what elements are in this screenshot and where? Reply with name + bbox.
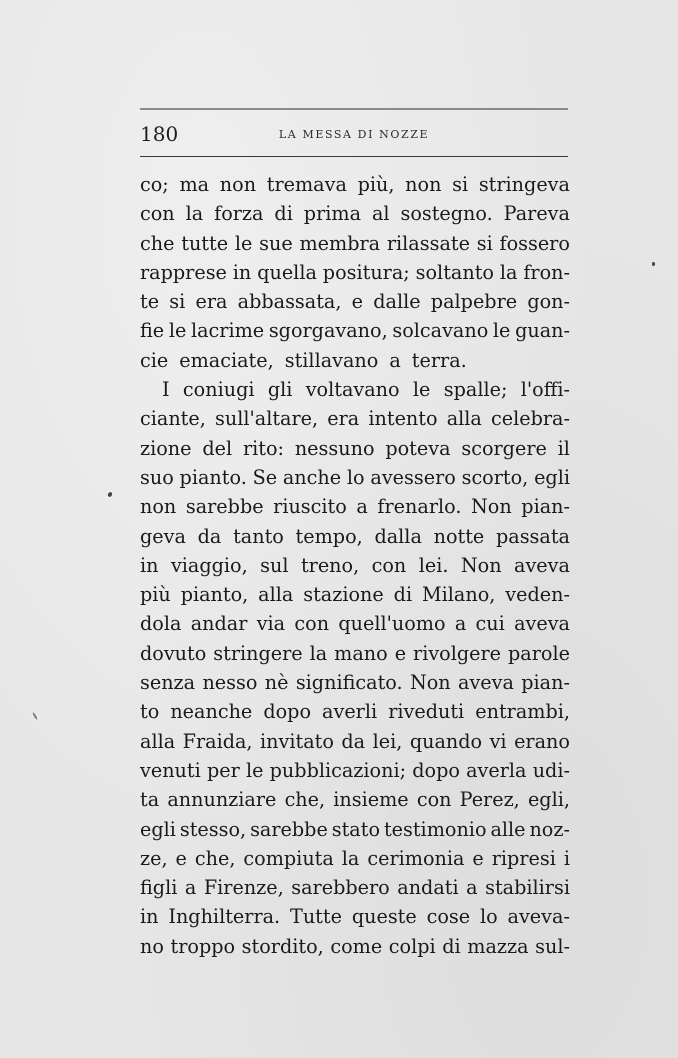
word: testimonio xyxy=(383,817,487,841)
word: cerimonia xyxy=(367,846,465,870)
word: lei. xyxy=(418,553,449,577)
paper-speck xyxy=(652,262,655,266)
word: dalle xyxy=(373,290,421,314)
word: via xyxy=(256,612,286,636)
word: coniugi xyxy=(182,378,255,402)
word: viaggio, xyxy=(170,553,248,577)
word: le xyxy=(412,378,431,402)
word: dola xyxy=(140,612,182,636)
word: guan- xyxy=(515,319,570,343)
word: Pareva xyxy=(503,202,570,226)
word: stesso, xyxy=(179,817,247,841)
text-line xyxy=(140,844,570,873)
word: lo xyxy=(479,905,498,929)
word: Milano, xyxy=(421,583,496,607)
word: parole xyxy=(508,641,570,665)
word: invitato xyxy=(260,729,334,753)
word: entrambi, xyxy=(475,700,570,724)
word: alla xyxy=(446,407,482,431)
page-number: 180 xyxy=(140,122,179,146)
word: dopo xyxy=(412,758,460,782)
word: per xyxy=(206,758,240,782)
text-line xyxy=(140,727,570,756)
word: nesso xyxy=(202,671,258,695)
word: ze, xyxy=(140,846,168,870)
word: le xyxy=(492,319,511,343)
text-line xyxy=(140,580,570,609)
word: forza xyxy=(214,202,264,226)
word: insieme xyxy=(333,788,409,812)
word: aveva xyxy=(458,671,514,695)
word: avessero xyxy=(370,465,456,489)
word: al xyxy=(371,202,390,226)
word: notte xyxy=(433,524,485,548)
word: dopo xyxy=(263,700,311,724)
word: di xyxy=(442,934,461,958)
word: si xyxy=(476,231,493,255)
word: tempo, xyxy=(295,524,363,548)
word: cie xyxy=(140,348,169,372)
word: ma xyxy=(179,173,210,196)
word: si xyxy=(169,290,186,314)
text-line xyxy=(140,170,570,199)
word: stazione xyxy=(303,583,384,607)
word: sue xyxy=(259,231,293,255)
word: nessuno xyxy=(294,436,375,460)
word: lei, xyxy=(372,729,403,753)
word: era xyxy=(195,290,228,314)
word: rivolgere xyxy=(413,641,502,665)
word: era xyxy=(327,407,360,431)
word: annunziare xyxy=(167,788,277,812)
word: a xyxy=(389,348,401,372)
word: senza xyxy=(140,671,196,695)
word: la xyxy=(341,846,360,870)
word: in xyxy=(140,553,159,577)
word: vi xyxy=(489,729,507,753)
text-line xyxy=(140,258,570,287)
word: aveva xyxy=(514,612,570,636)
text-line xyxy=(140,697,570,726)
word: Inghilterra. xyxy=(168,905,281,929)
word: rapprese xyxy=(140,260,227,284)
word: mano xyxy=(334,641,388,665)
word: lo xyxy=(346,465,365,489)
word: averla xyxy=(466,758,527,782)
text-line xyxy=(140,434,570,463)
word: non xyxy=(405,173,442,196)
word: stringere xyxy=(213,641,303,665)
word: più xyxy=(140,583,171,607)
word: geva xyxy=(140,524,186,548)
word: con xyxy=(294,612,330,636)
word: stordito, xyxy=(241,934,324,958)
word: palpebre xyxy=(430,290,518,314)
word: co; xyxy=(140,173,169,196)
paper-speck xyxy=(107,491,113,497)
running-head: LA MESSA DI NOZZE xyxy=(278,128,430,141)
word: soltanto xyxy=(415,260,494,284)
word: intento xyxy=(368,407,438,431)
word: poteva xyxy=(385,436,451,460)
word: queste xyxy=(351,905,417,929)
text-line xyxy=(140,551,570,580)
word: Fraida, xyxy=(182,729,253,753)
word: voltavano xyxy=(305,378,400,402)
word: si xyxy=(452,173,469,196)
text-line xyxy=(140,463,570,492)
text-line xyxy=(140,316,570,345)
word: aveva- xyxy=(507,905,570,929)
word: scorgere xyxy=(461,436,547,460)
word: cose xyxy=(426,905,471,929)
word: egli xyxy=(140,817,176,841)
word: di xyxy=(393,583,413,607)
word: figli xyxy=(140,876,178,900)
word: dalla xyxy=(374,524,422,548)
word: no xyxy=(140,934,164,958)
word: terra. xyxy=(411,348,467,372)
word: I xyxy=(162,378,170,402)
word: che, xyxy=(194,846,236,870)
word: troppo xyxy=(170,934,236,958)
word: sarebbe xyxy=(185,495,264,519)
word: gon- xyxy=(527,290,570,314)
word: come xyxy=(330,934,383,958)
word: alle xyxy=(490,817,526,841)
text-line xyxy=(140,609,570,638)
word: passata xyxy=(495,524,570,548)
text-line xyxy=(140,229,570,258)
word: stringeva xyxy=(478,173,570,196)
word: solcavano xyxy=(392,319,489,343)
word: pian- xyxy=(521,495,570,519)
word: e xyxy=(351,290,364,314)
text-line xyxy=(140,756,570,785)
word: zione xyxy=(140,436,192,460)
word: con xyxy=(371,553,407,577)
word: Firenze, xyxy=(203,876,284,900)
word: le xyxy=(234,231,253,255)
word: celebra- xyxy=(490,407,570,431)
top-border-rule xyxy=(140,108,568,110)
word: treno, xyxy=(300,553,360,577)
word: in xyxy=(140,905,159,929)
word: ciante, xyxy=(140,407,206,431)
text-line xyxy=(140,199,570,228)
word: fron- xyxy=(523,260,570,284)
word: quell'uomo xyxy=(338,612,446,636)
word: pubblicazioni; xyxy=(269,758,407,782)
word: nè xyxy=(264,671,289,695)
word: la xyxy=(309,641,328,665)
word: egli xyxy=(534,465,570,489)
text-line xyxy=(140,639,570,668)
word: significato. xyxy=(295,671,403,695)
word: e xyxy=(472,846,484,870)
word: tremava xyxy=(266,173,347,196)
word: stato xyxy=(331,817,380,841)
word: te xyxy=(140,290,160,314)
word: scorto, xyxy=(461,465,529,489)
word: egli, xyxy=(527,788,570,812)
word: tutte xyxy=(181,231,229,255)
word: sarebbero xyxy=(291,876,390,900)
word: positura; xyxy=(322,260,410,284)
paper-speck xyxy=(32,712,38,720)
word: ripresi xyxy=(491,846,556,870)
word: in xyxy=(232,260,252,284)
word: anche xyxy=(282,465,342,489)
word: da xyxy=(197,524,222,548)
word: il xyxy=(557,436,570,460)
word: Non xyxy=(409,671,451,695)
word: neanche xyxy=(170,700,253,724)
word: noz- xyxy=(529,817,570,841)
word: Perez, xyxy=(459,788,520,812)
word: sarebbe xyxy=(250,817,328,841)
word: e xyxy=(394,641,407,665)
word: spalle; xyxy=(443,378,508,402)
text-line xyxy=(140,346,570,375)
word: compiuta xyxy=(243,846,334,870)
word: che xyxy=(140,231,175,255)
word: di xyxy=(274,202,293,226)
word: Non xyxy=(471,495,512,519)
word: emaciate, xyxy=(179,348,274,372)
word: a xyxy=(454,612,467,636)
text-line xyxy=(140,404,570,433)
word: stillavano xyxy=(284,348,379,372)
text-line xyxy=(140,873,570,902)
word: Se xyxy=(252,465,278,489)
word: a xyxy=(356,495,368,519)
word: riuscito xyxy=(273,495,347,519)
page-header xyxy=(140,122,568,146)
word: ta xyxy=(140,788,160,812)
word: frenarlo. xyxy=(377,495,462,519)
word: sgorgavano, xyxy=(268,319,388,343)
word: rilassate xyxy=(386,231,470,255)
word: non xyxy=(140,495,177,519)
word: mazza xyxy=(467,934,529,958)
word: alla xyxy=(140,729,176,753)
word: sul- xyxy=(535,934,570,958)
word: pianto. xyxy=(179,465,247,489)
word: a xyxy=(466,876,478,900)
word: pian- xyxy=(521,671,570,695)
word: sostegno. xyxy=(400,202,493,226)
word: sul xyxy=(260,553,289,577)
word: fossero xyxy=(499,231,570,255)
word: andar xyxy=(190,612,248,636)
word: abbassata, xyxy=(237,290,342,314)
word: le xyxy=(168,319,187,343)
word: Non xyxy=(460,553,502,577)
word: e xyxy=(175,846,187,870)
word: colpi xyxy=(388,934,436,958)
word: riveduti xyxy=(388,700,465,724)
word: quando xyxy=(409,729,483,753)
header-rule xyxy=(140,156,568,157)
word: del xyxy=(202,436,233,460)
word: a xyxy=(184,876,197,900)
word: le xyxy=(245,758,264,782)
word: l'offi- xyxy=(520,378,570,402)
word: suo xyxy=(140,465,174,489)
word: andati xyxy=(397,876,459,900)
word: Tutte xyxy=(290,905,342,929)
text-line xyxy=(140,522,570,551)
word: venuti xyxy=(140,758,201,782)
word: la xyxy=(499,260,518,284)
word: prima xyxy=(303,202,362,226)
word: sull'altare, xyxy=(215,407,319,431)
word: alla xyxy=(258,583,294,607)
word: i xyxy=(563,846,570,870)
text-line xyxy=(140,287,570,316)
text-line xyxy=(140,932,570,961)
word: veden- xyxy=(505,583,570,607)
word: aveva xyxy=(514,553,570,577)
word: rito: xyxy=(242,436,284,460)
text-line xyxy=(140,492,570,521)
word: fie xyxy=(140,319,165,343)
text-line xyxy=(140,785,570,814)
word: dovuto xyxy=(140,641,207,665)
word: pianto, xyxy=(180,583,249,607)
word: più, xyxy=(357,173,395,196)
word: la xyxy=(185,202,204,226)
text-line xyxy=(140,815,570,844)
word: lacrime xyxy=(190,319,265,343)
word: con xyxy=(140,202,175,226)
word: membra xyxy=(299,231,381,255)
word: non xyxy=(219,173,257,196)
word: che, xyxy=(284,788,326,812)
word: da xyxy=(341,729,366,753)
word: udi- xyxy=(532,758,570,782)
word: gli xyxy=(267,378,293,402)
word: erano xyxy=(514,729,570,753)
body-text xyxy=(140,170,570,961)
word: stabilirsi xyxy=(485,876,570,900)
word: tanto xyxy=(233,524,284,548)
text-line xyxy=(140,902,570,931)
word: cui xyxy=(475,612,505,636)
word: quella xyxy=(257,260,317,284)
text-line xyxy=(140,668,570,697)
word: to xyxy=(140,700,160,724)
word: con xyxy=(416,788,452,812)
text-line xyxy=(140,375,570,404)
word: averli xyxy=(322,700,378,724)
